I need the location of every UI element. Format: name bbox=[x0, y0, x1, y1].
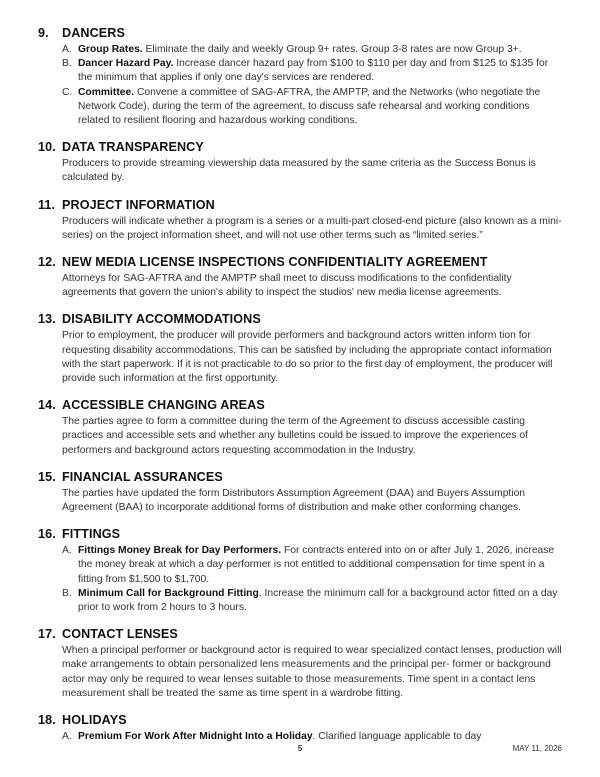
section-number: 15. bbox=[38, 469, 56, 484]
section-title: FITTINGS bbox=[62, 527, 121, 542]
item-bold: Dancer Hazard Pay. bbox=[78, 58, 174, 70]
section-fittings bbox=[38, 527, 562, 615]
section-body: Producers will indicate whether a program is a series or a multi-part closed-end picture (also known as a mini-series) on the project information sheet, and will not use other terms such as “limited series.” bbox=[62, 215, 562, 241]
section-title: HOLIDAYS bbox=[62, 713, 127, 728]
section-contact-lenses bbox=[38, 627, 562, 701]
section-disability bbox=[38, 312, 562, 386]
section-heading bbox=[38, 470, 562, 484]
list-item bbox=[62, 544, 562, 587]
page-footer bbox=[0, 744, 600, 756]
section-dancers bbox=[38, 26, 562, 128]
section-heading bbox=[38, 140, 562, 154]
section-number: 17. bbox=[38, 627, 56, 642]
section-title: CONTACT LENSES bbox=[62, 627, 178, 642]
section-number: 14. bbox=[38, 398, 56, 413]
item-body: For contracts entered into on or after July 1, 2026, increase the money break at which a day performer is not entitled to additional compensation for time spent in a fitting from $1,500 to $1,700. bbox=[78, 545, 555, 585]
page-number: 5 bbox=[297, 744, 303, 753]
list-item bbox=[62, 43, 562, 57]
item-bold: Fittings Money Break for Day Performers. bbox=[78, 545, 282, 557]
section-project-information bbox=[38, 198, 562, 243]
section-heading bbox=[38, 627, 562, 641]
section-title: ACCESSIBLE CHANGING AREAS bbox=[62, 398, 265, 413]
section-number: 12. bbox=[38, 255, 56, 270]
section-number: 9. bbox=[38, 26, 49, 40]
section-title: PROJECT INFORMATION bbox=[62, 197, 215, 212]
section-heading bbox=[38, 398, 562, 412]
section-new-media bbox=[38, 255, 562, 300]
footer-date: MAY 11, 2026 bbox=[512, 744, 562, 753]
list-item bbox=[62, 86, 562, 129]
section-heading bbox=[38, 255, 562, 269]
section-title: FINANCIAL ASSURANCES bbox=[62, 469, 223, 484]
item-text bbox=[78, 57, 562, 85]
section-financial bbox=[38, 470, 562, 515]
item-body: Increase dancer hazard pay from $100 to $110 per day and from $125 to $135 for the minimum that applies if only one day's services are rendered. bbox=[78, 58, 549, 84]
section-heading bbox=[38, 198, 562, 212]
item-text bbox=[78, 587, 562, 615]
section-heading bbox=[38, 312, 562, 326]
section-body: The parties agree to form a committee during the term of the Agreement to discuss accessible casting practices and accessible sets and whether any bulletins could be issued to improve the experiences of performers and background actors requesting accommodation in the Industry. bbox=[62, 416, 528, 456]
section-number: 13. bbox=[38, 312, 56, 327]
section-heading bbox=[38, 26, 562, 40]
section-body: Producers to provide streaming viewership data measured by the same criteria as the Success Bonus is calculated by. bbox=[62, 158, 536, 184]
item-letter: B. bbox=[62, 58, 72, 70]
item-text bbox=[78, 86, 562, 129]
section-body: Attorneys for SAG-AFTRA and the AMPTP shall meet to discuss modifications to the confidentiality agreements that govern the union's ability to inspect the studios' new media license agreements. bbox=[62, 273, 512, 299]
section-number: 11. bbox=[38, 197, 56, 212]
section-heading bbox=[38, 713, 562, 727]
item-letter: A. bbox=[62, 44, 72, 55]
section-holidays bbox=[38, 713, 562, 744]
section-title: DATA TRANSPARENCY bbox=[62, 140, 204, 155]
item-body: Convene a committee of SAG-AFTRA, the AMPTP, and the Networks (who negotiate the Network Code), during the term of the agreement, to discuss safe rehearsal and working conditions related to resilient flooring and hazardous working conditions. bbox=[78, 86, 541, 127]
item-bold: Minimum Call for Background Fitting bbox=[78, 587, 259, 599]
section-title: DANCERS bbox=[62, 26, 125, 40]
section-number: 10. bbox=[38, 140, 56, 155]
section-number: 18. bbox=[38, 713, 56, 728]
item-bold: Group Rates. bbox=[78, 44, 143, 55]
item-text bbox=[78, 43, 522, 57]
item-text bbox=[78, 544, 562, 587]
item-text bbox=[78, 730, 481, 744]
list-item bbox=[62, 57, 562, 85]
list-item bbox=[62, 587, 562, 615]
item-letter: B. bbox=[62, 587, 72, 599]
section-data-transparency bbox=[38, 140, 562, 185]
list-item bbox=[62, 730, 562, 744]
item-bold: Committee. bbox=[78, 86, 135, 98]
section-title: NEW MEDIA LICENSE INSPECTIONS CONFIDENTIALITY AGREEMENT bbox=[62, 255, 488, 270]
item-bold: Premium For Work After Midnight Into a Holiday bbox=[78, 731, 313, 743]
section-accessible bbox=[38, 398, 562, 458]
item-letter: A. bbox=[62, 731, 72, 743]
item-letter: C. bbox=[62, 86, 73, 98]
section-body: Prior to employment, the producer will provide performers and background actors written inform tion for requesting disability accommodations. This can be satisfied by including the appropriate contact information with the start paperwork. If it is not practicable to do so prior to the first day of employment, the producer will provide such information at the first opportunity. bbox=[62, 330, 553, 385]
item-letter: A. bbox=[62, 545, 72, 557]
section-body: When a principal performer or background actor is required to wear specialized contact lenses, production will make arrangements to obtain personalized lens measurements and the principal per- former or background actor may only be required to wear lenses suitable to those measurements. Time spent in a contact lens measurement shall be treated the same as time spent in a wardrobe fitting. bbox=[62, 645, 562, 699]
item-body: . Increase the minimum call for a background actor fitted on a day prior to work from 2 hours to 3 hours. bbox=[78, 587, 558, 614]
item-body: . Clarified language applicable to day bbox=[312, 731, 482, 743]
item-body: Eliminate the daily and weekly Group 9+ rates. Group 3-8 rates are now Group 3+. bbox=[142, 44, 522, 55]
section-heading bbox=[38, 527, 562, 541]
section-number: 16. bbox=[38, 527, 56, 542]
section-body: The parties have updated the form Distributors Assumption Agreement (DAA) and Buyers Assumption Agreement (BAA) to incorporate additional forms of distribution and make other conforming changes. bbox=[62, 487, 526, 514]
section-title: DISABILITY ACCOMMODATIONS bbox=[62, 312, 261, 327]
